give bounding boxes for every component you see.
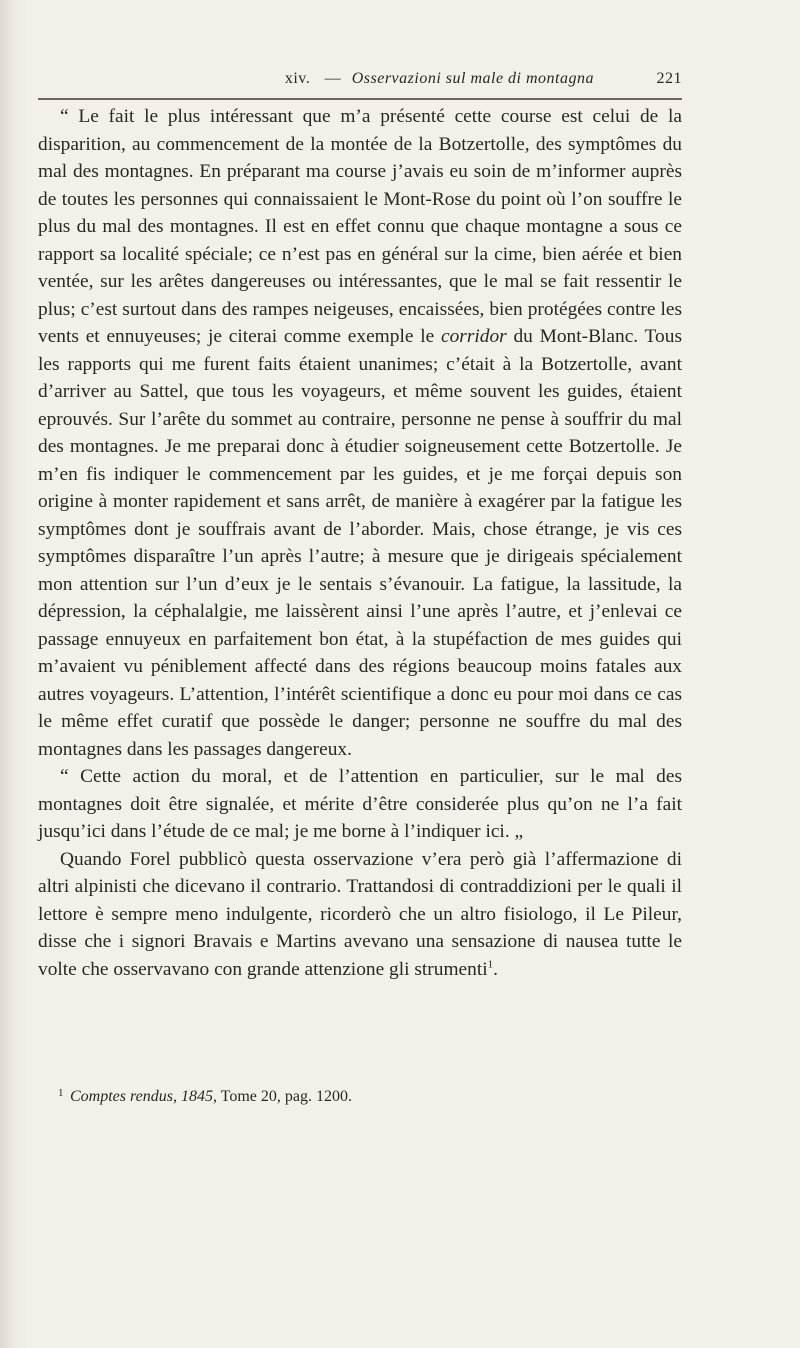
paragraph <box>38 103 682 763</box>
footnote-ref: 1 <box>487 958 494 971</box>
text-run: . <box>493 958 498 980</box>
text-run: du Mont-Blanc. Tous les rapports qui me furent faits étaient unanimes; c’était à la Botzertolle, avant d’arriver au Sattel, que tous les voyageurs, et même souvent les guides, étaient eprouvés. Sur l’arête du sommet au contraire, personne ne pense à souffrir du mal des montagnes. Je me preparai donc à étudier soigneusement cette Botzertolle. Je m’en fis indiquer le commencement par les guides, et je me forçai depuis son origine à monter rapidement et sans arrêt, de manière à exagérer par la fatigue les symptômes dont je souffrais avant de l’aborder. Mais, chose étrange, je vis ces symptômes disparaître l’un après l’autre; à mesure que je dirigeais spécialement mon attention sur l’un d’eux je le sentais s’évanouir. La fatigue, la lassitude, la dépression, la céphalalgie, me laissèrent ainsi l’une après l’autre, et j’enlevai ce passage ennuyeux en parfaitement bon état, à la stupéfaction de mes guides qui m’avaient vu péniblement affecté dans des régions beaucoup moins fatales aux autres voyageurs. L’attention, l’intérêt scientifique a donc eu pour moi dans ce cas le même effet curatif que possède le danger; personne ne souffre du mal des montagnes dans les passages dangereux. <box>38 326 682 760</box>
footnote-comma: , <box>172 1088 181 1105</box>
footnote-year: 1845 <box>180 1088 213 1105</box>
paragraph <box>38 846 682 984</box>
header-separator: — <box>324 70 342 87</box>
header-rule <box>38 98 682 100</box>
italic-term: corridor <box>440 326 507 347</box>
paragraph <box>38 763 682 846</box>
chapter-title: Osservazioni sul male di montagna <box>351 70 594 87</box>
footnote <box>38 1087 682 1107</box>
body-text <box>38 103 682 983</box>
running-head <box>130 70 682 92</box>
text-run: “ Cette action du moral, et de l’attention en particulier, sur le mal des montagnes doit être signalée, et mérite d’être considerée plus qu’on ne l’a fait jusqu’ici dans l’étude de ce mal; je me borne à l’indiquer ici. „ <box>38 766 682 842</box>
footnote-mark: 1 <box>58 1087 64 1099</box>
page-number: 221 <box>656 70 682 87</box>
chapter-number: xiv. <box>284 70 311 87</box>
footnote-rest: , Tome 20, pag. 1200. <box>212 1088 352 1105</box>
footnote-source: Comptes rendus <box>70 1088 173 1105</box>
text-run: Quando Forel pubblicò questa osservazione v’era però già l’affermazione di altri alpinisti che dicevano il contrario. Trattandosi di contraddizioni per le quali il lettore è sempre meno indulgente, ricorderò che un altro fisiologo, il Le Pileur, disse che i signori Bravais e Martins avevano una sensazione di nausea tutte le volte che osservavano con grande attenzione gli strumenti <box>38 848 682 980</box>
text-run: “ Le fait le plus intéressant que m’a présenté cette course est celui de la disparition, au commencement de la montée de la Botzertolle, des symptômes du mal des montagnes. En préparant ma course j’avais eu soin de m’informer auprès de toutes les personnes qui connaissaient le Mont-Rose du point où l’on souffre le plus du mal des montagnes. Il est en effet connu que chaque montagne a sous ce rapport sa localité spéciale; ce n’est pas en général sur la cime, bien aérée et bien ventée, sur les arêtes dangereuses ou intéressantes, que le mal se fait ressentir le plus; c’est surtout dans des rampes neigeuses, encaissées, bien protégées contre les vents et ennuyeuses; je citerai comme exemple le <box>38 106 682 347</box>
